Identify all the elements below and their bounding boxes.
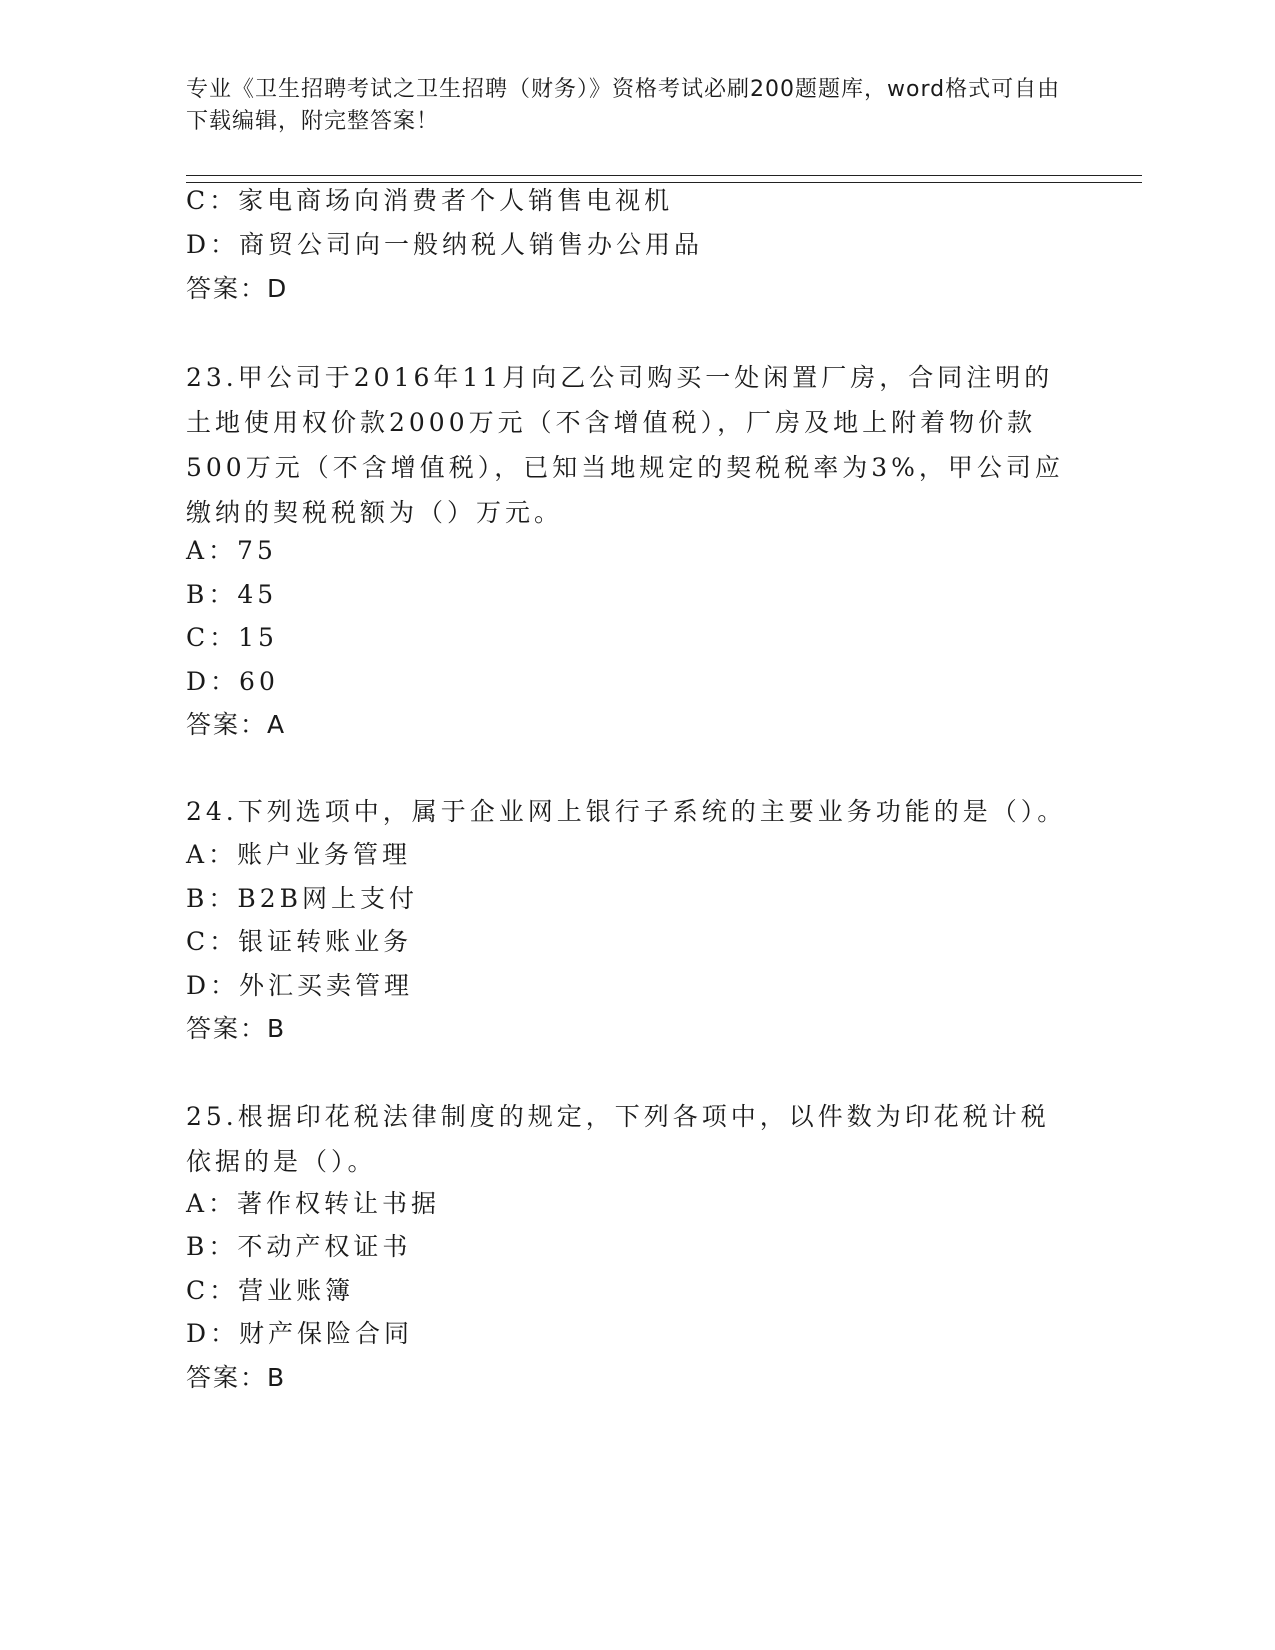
q24-question-text: 24.下列选项中，属于企业网上银行子系统的主要业务功能的是（）。 <box>186 797 1067 826</box>
q24-option-b: B：B2B网上支付 <box>186 884 419 913</box>
q23-question-text: 23.甲公司于2016年11月向乙公司购买一处闲置厂房，合同注明的土地使用权价款2000万元（不含增值税），厂房及地上附着物价款500万元（不含增值税），已知当地规定的契税税率为3%，甲公司应缴纳的契税税额为（）万元。 <box>186 363 1064 527</box>
q23-option-b: B：45 <box>186 580 278 609</box>
q25-question-text: 25.根据印花税法律制度的规定，下列各项中，以件数为印花税计税依据的是（）。 <box>186 1102 1050 1176</box>
header-divider-bottom <box>186 182 1142 183</box>
q24-answer: 答案：B <box>186 1014 287 1043</box>
q22-option-d: D：商贸公司向一般纳税人销售办公用品 <box>186 230 704 259</box>
header-divider-top <box>186 175 1142 176</box>
q24-option-a: A：账户业务管理 <box>186 840 412 869</box>
q24-option-d: D：外汇买卖管理 <box>186 971 414 1000</box>
q23-option-c: C：15 <box>186 623 278 652</box>
q25-option-c: C：营业账簿 <box>186 1276 355 1305</box>
q23-option-d: D：60 <box>186 667 279 696</box>
q25-option-a: A：著作权转让书据 <box>186 1189 441 1218</box>
q23-answer: 答案：A <box>186 710 287 739</box>
q23-option-a: A：75 <box>186 536 277 565</box>
document-header: 专业《卫生招聘考试之卫生招聘（财务）》资格考试必刷200题题库，word格式可自由下载编辑，附完整答案！ <box>186 77 1061 134</box>
q24-option-c: C：银证转账业务 <box>186 927 413 956</box>
q22-answer: 答案：D <box>186 274 289 303</box>
q25-option-d: D：财产保险合同 <box>186 1319 414 1348</box>
q25-answer: 答案：B <box>186 1363 287 1392</box>
q25-option-b: B：不动产权证书 <box>186 1232 412 1261</box>
q22-option-c: C：家电商场向消费者个人销售电视机 <box>186 186 674 215</box>
